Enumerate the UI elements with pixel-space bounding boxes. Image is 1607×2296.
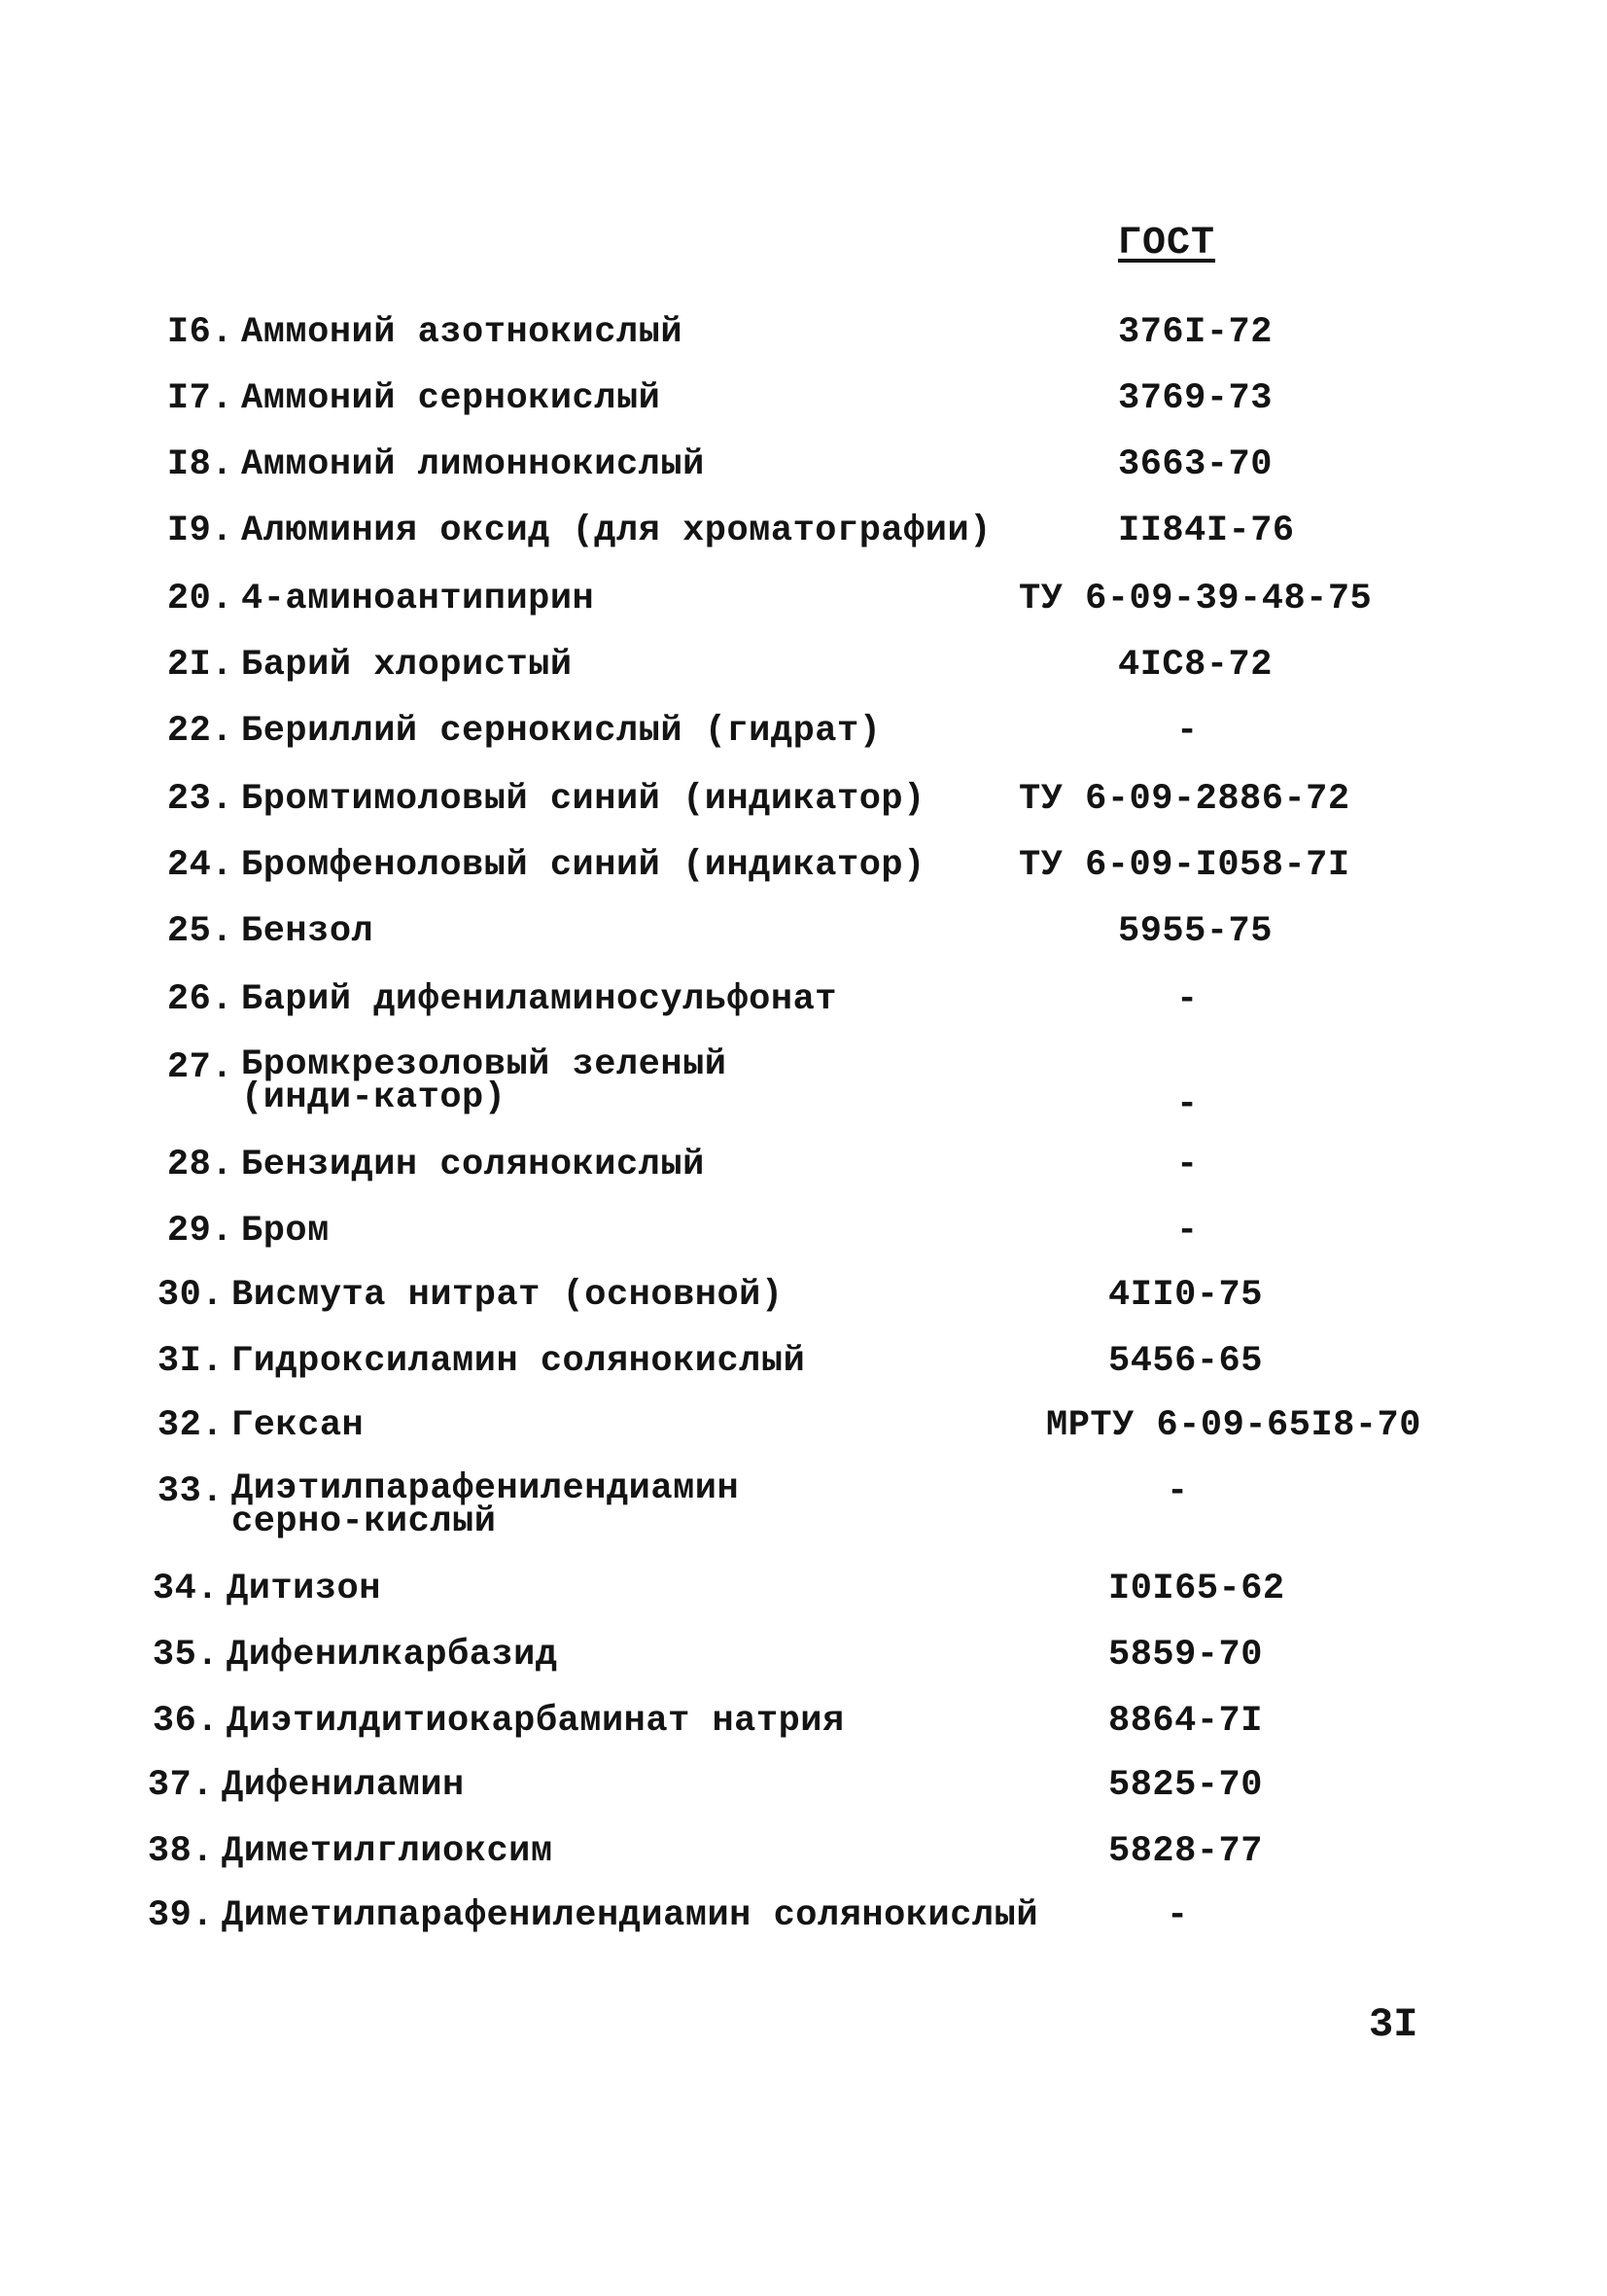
item-number: 32. [157, 1405, 224, 1446]
item-gost: 4II0-75 [1108, 1275, 1263, 1316]
item-gost: - [1176, 1145, 1199, 1185]
item-name: Бензидин солянокислый [241, 1145, 705, 1185]
item-gost: - [1176, 1084, 1199, 1125]
item-name: Висмута нитрат (основной) [231, 1275, 784, 1316]
item-name: Гидроксиламин солянокислый [231, 1341, 806, 1382]
item-name: Бериллий сернокислый (гидрат) [241, 711, 882, 752]
item-number: 36. [152, 1701, 219, 1742]
item-gost: 5859-70 [1108, 1635, 1263, 1676]
item-number: I9. [166, 511, 233, 551]
item-gost: 376I-72 [1118, 312, 1273, 353]
item-number: 35. [152, 1635, 219, 1676]
item-number: 23. [166, 779, 233, 820]
item-name: Диметилглиоксим [222, 1831, 553, 1872]
item-name: Барий дифениламиносульфонат [241, 979, 837, 1020]
item-gost: ТУ 6-09-I058-7I [1019, 845, 1350, 886]
item-number: 30. [157, 1275, 224, 1316]
item-number: 22. [166, 711, 233, 752]
item-name: Дифениламин [222, 1765, 465, 1806]
item-gost: 3663-70 [1118, 444, 1273, 485]
item-number: 37. [147, 1765, 214, 1806]
item-number: 24. [166, 845, 233, 886]
item-number: 26. [166, 979, 233, 1020]
item-name: Алюминия оксид (для хроматографии) [241, 511, 992, 551]
item-number: I6. [166, 312, 233, 353]
item-gost: - [1167, 1471, 1189, 1512]
item-gost: 8864-7I [1108, 1701, 1263, 1742]
item-name: Дитизон [227, 1569, 381, 1609]
gost-column-header: ГОСТ [1118, 222, 1216, 265]
item-number: I8. [166, 444, 233, 485]
item-number: 3I. [157, 1341, 224, 1382]
item-name: 4-аминоантипирин [241, 579, 595, 619]
item-name: Бромфеноловый синий (индикатор) [241, 845, 926, 886]
item-gost: - [1176, 1211, 1199, 1252]
item-number: 27. [166, 1047, 233, 1088]
item-number: 34. [152, 1569, 219, 1609]
item-name: Барий хлористый [241, 645, 573, 686]
item-number: I7. [166, 378, 233, 419]
item-gost: 4IC8-72 [1118, 645, 1273, 686]
item-number: 29. [166, 1211, 233, 1252]
item-name: Дифенилкарбазид [227, 1635, 558, 1676]
item-name: Аммоний сернокислый [241, 378, 661, 419]
item-name: Диметилпарафенилендиамин солянокислый [222, 1895, 1039, 1936]
page-number: 3I [1369, 2001, 1418, 2048]
item-name: Гексан [231, 1405, 365, 1446]
item-name: Бензол [241, 911, 374, 952]
item-name: Бромкрезоловый зеленый (инди-катор) [241, 1044, 727, 1118]
item-name: Бром [241, 1211, 330, 1252]
item-gost: 5955-75 [1118, 911, 1273, 952]
item-number: 25. [166, 911, 233, 952]
item-number: 38. [147, 1831, 214, 1872]
item-name: Аммоний азотнокислый [241, 312, 683, 353]
item-gost: 5456-65 [1108, 1341, 1263, 1382]
item-number: 28. [166, 1145, 233, 1185]
item-gost: 5825-70 [1108, 1765, 1263, 1806]
item-gost: ТУ 6-09-2886-72 [1019, 779, 1350, 820]
item-name: Диэтилдитиокарбаминат натрия [227, 1701, 845, 1742]
item-number: 20. [166, 579, 233, 619]
item-gost: - [1176, 979, 1199, 1020]
item-gost: МРТУ 6-09-65I8-70 [1046, 1405, 1421, 1446]
item-gost: - [1167, 1895, 1189, 1936]
item-gost: II84I-76 [1118, 511, 1295, 551]
item-name: Аммоний лимоннокислый [241, 444, 705, 485]
item-gost: I0I65-62 [1108, 1569, 1285, 1609]
item-number: 2I. [166, 645, 233, 686]
item-gost: 5828-77 [1108, 1831, 1263, 1872]
item-name: Бромтимоловый синий (индикатор) [241, 779, 926, 820]
item-gost: - [1176, 711, 1199, 752]
item-number: 33. [157, 1471, 224, 1512]
item-number: 39. [147, 1895, 214, 1936]
item-gost: 3769-73 [1118, 378, 1273, 419]
item-gost: ТУ 6-09-39-48-75 [1019, 579, 1373, 619]
item-name: Диэтилпарафенилендиамин серно-кислый [231, 1468, 740, 1542]
